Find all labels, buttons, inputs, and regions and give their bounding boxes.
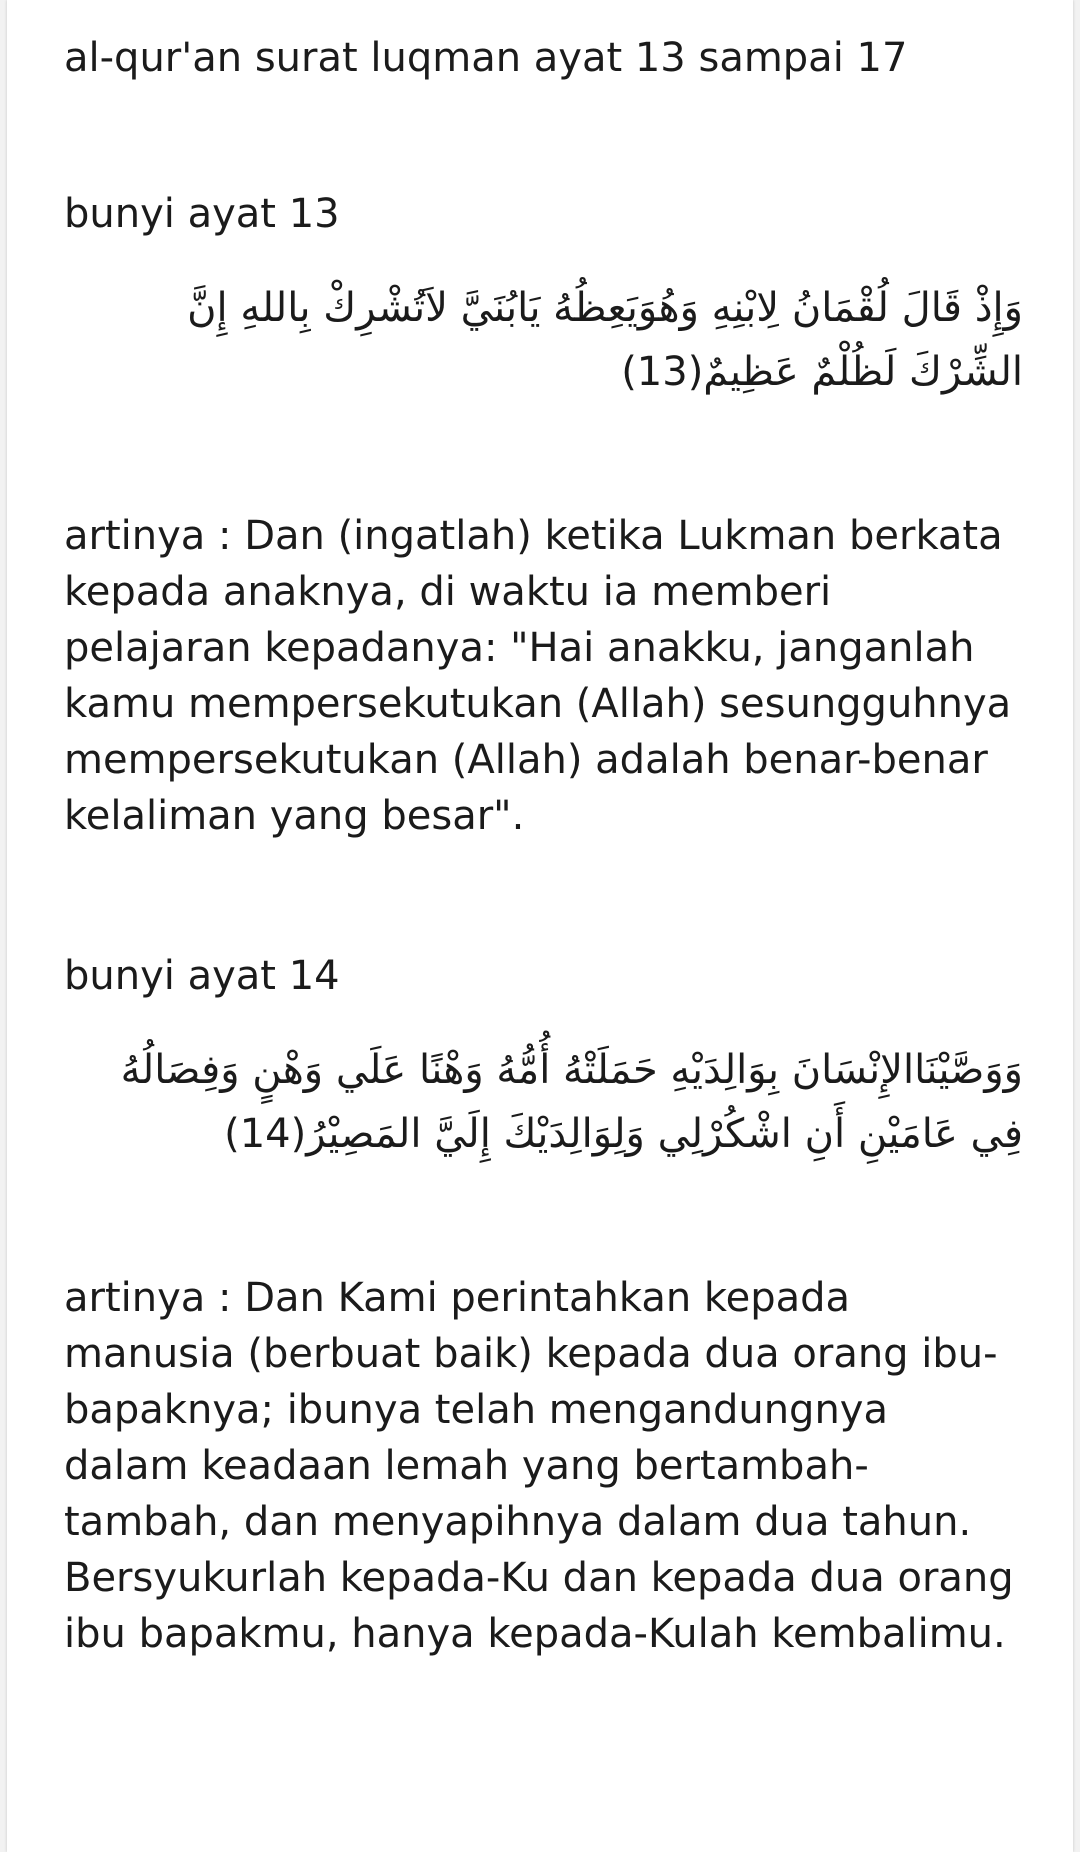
document-page <box>7 0 1073 1852</box>
spacer <box>64 86 1023 186</box>
spacer <box>64 1166 1023 1270</box>
ayat-13-arabic-text: وَإِذْ قَالَ لُقْمَانُ لِابْنِهِ وَهُوَيَعِظُهُ يَابُنَيَّ لاَتُشْرِكْ بِاللهِ إِنَّ الشِّرْكَ لَظُلْمٌ عَظِيمٌ(13) <box>187 285 1023 395</box>
ayat-13-translation: artinya : Dan (ingatlah) ketika Lukman berkata kepada anaknya, di waktu ia memberi pelajaran kepadanya: "Hai anakku, janganlah kamu mempersekutukan (Allah) sesungguhnya mempersekutukan (Allah) adalah benar-benar kelaliman yang besar". <box>64 513 1012 839</box>
spacer <box>64 242 1023 276</box>
spacer <box>64 844 1023 948</box>
spacer <box>64 1004 1023 1038</box>
spacer <box>64 404 1023 508</box>
ayat-13-heading: bunyi ayat 13 <box>64 191 340 237</box>
document-title: al-qur'an surat luqman ayat 13 sampai 17 <box>64 35 908 81</box>
ayat-14-arabic-text: وَوَصَّيْنَاالإِنْسَانَ بِوَالِدَيْهِ حَمَلَتْهُ أُمُّهُ وَهْنًا عَلَي وَهْنٍ وَفِصَالُهُ فِي عَامَيْنِ أَنِ اشْكُرْلِي وَلِوَالِدَيْكَ إِلَيَّ المَصِيْرُ(14) <box>120 1047 1023 1157</box>
ayat-14-heading: bunyi ayat 14 <box>64 953 340 999</box>
ayat-14-translation: artinya : Dan Kami perintahkan kepada manusia (berbuat baik) kepada dua orang ibu-bapaknya; ibunya telah mengandungnya dalam keadaan lemah yang bertambah-tambah, dan menyapihnya dalam dua tahun. Bersyukurlah kepada-Ku dan kepada dua orang ibu bapakmu, hanya kepada-Kulah kembalimu. <box>64 1275 1014 1657</box>
